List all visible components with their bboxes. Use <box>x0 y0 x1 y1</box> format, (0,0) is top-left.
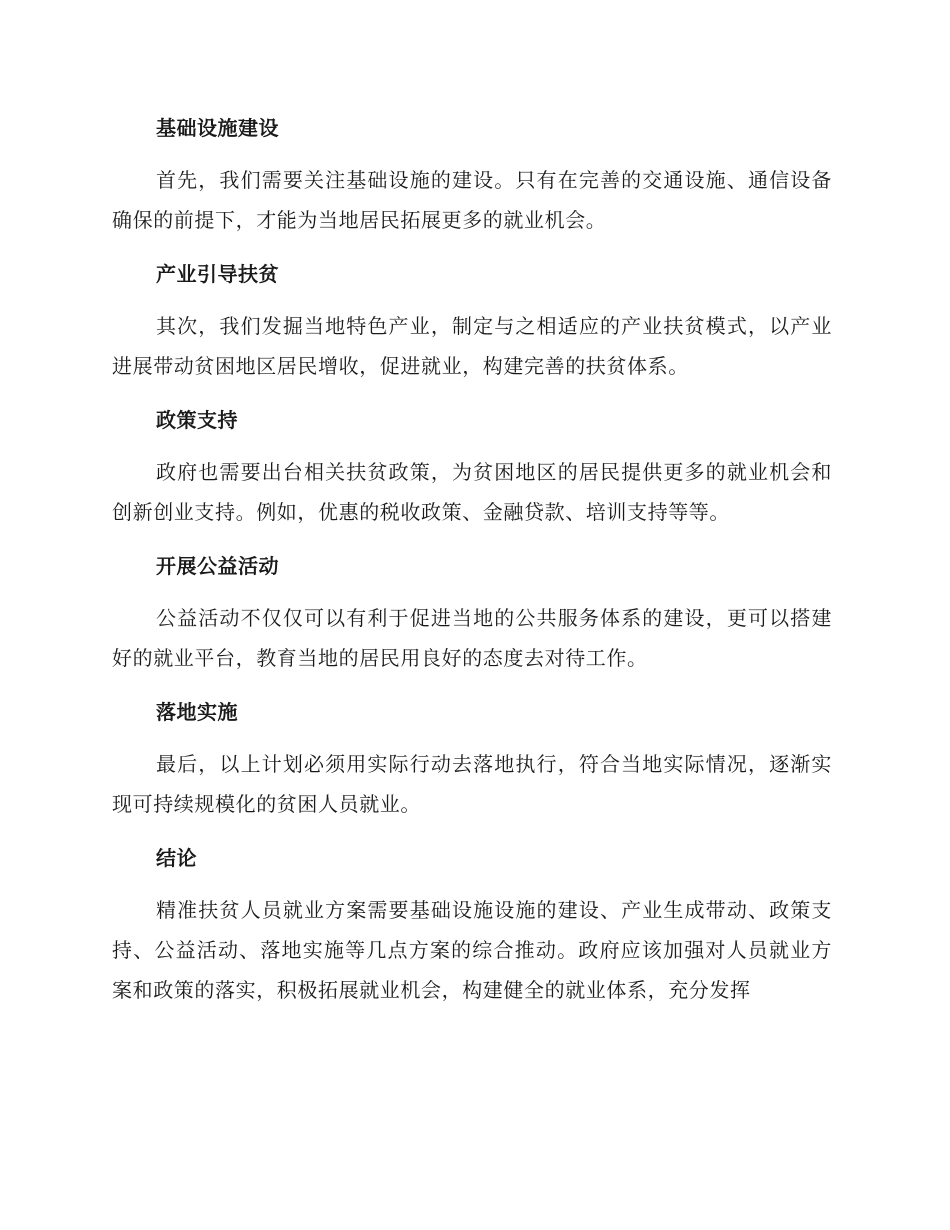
section-infrastructure <box>112 108 832 240</box>
section-heading: 基础设施建设 <box>156 116 279 140</box>
section-public-welfare <box>112 546 832 678</box>
section-heading: 政策支持 <box>156 408 238 432</box>
section-paragraph: 最后，以上计划必须用实际行动去落地执行，符合当地实际情况，逐渐实现可持续规模化的贫困人员就业。 <box>112 752 832 816</box>
section-heading: 产业引导扶贫 <box>156 262 279 286</box>
section-heading: 开展公益活动 <box>156 554 279 578</box>
section-paragraph: 首先，我们需要关注基础设施的建设。只有在完善的交通设施、通信设备确保的前提下，才能为当地居民拓展更多的就业机会。 <box>112 168 832 232</box>
section-conclusion <box>112 838 832 1010</box>
section-industry <box>112 254 832 386</box>
document-body <box>112 108 832 1024</box>
section-implementation <box>112 692 832 824</box>
section-policy <box>112 400 832 532</box>
section-heading: 落地实施 <box>156 700 238 724</box>
section-heading: 结论 <box>156 846 197 870</box>
section-paragraph: 政府也需要出台相关扶贫政策，为贫困地区的居民提供更多的就业机会和创新创业支持。例如，优惠的税收政策、金融贷款、培训支持等等。 <box>112 460 832 524</box>
section-paragraph: 公益活动不仅仅可以有利于促进当地的公共服务体系的建设，更可以搭建好的就业平台，教育当地的居民用良好的态度去对待工作。 <box>112 606 832 670</box>
section-paragraph: 其次，我们发掘当地特色产业，制定与之相适应的产业扶贫模式，以产业进展带动贫困地区居民增收，促进就业，构建完善的扶贫体系。 <box>112 314 832 378</box>
section-paragraph: 精准扶贫人员就业方案需要基础设施设施的建设、产业生成带动、政策支持、公益活动、落地实施等几点方案的综合推动。政府应该加强对人员就业方案和政策的落实，积极拓展就业机会，构建健全的就业体系，充分发挥 <box>112 898 832 1002</box>
